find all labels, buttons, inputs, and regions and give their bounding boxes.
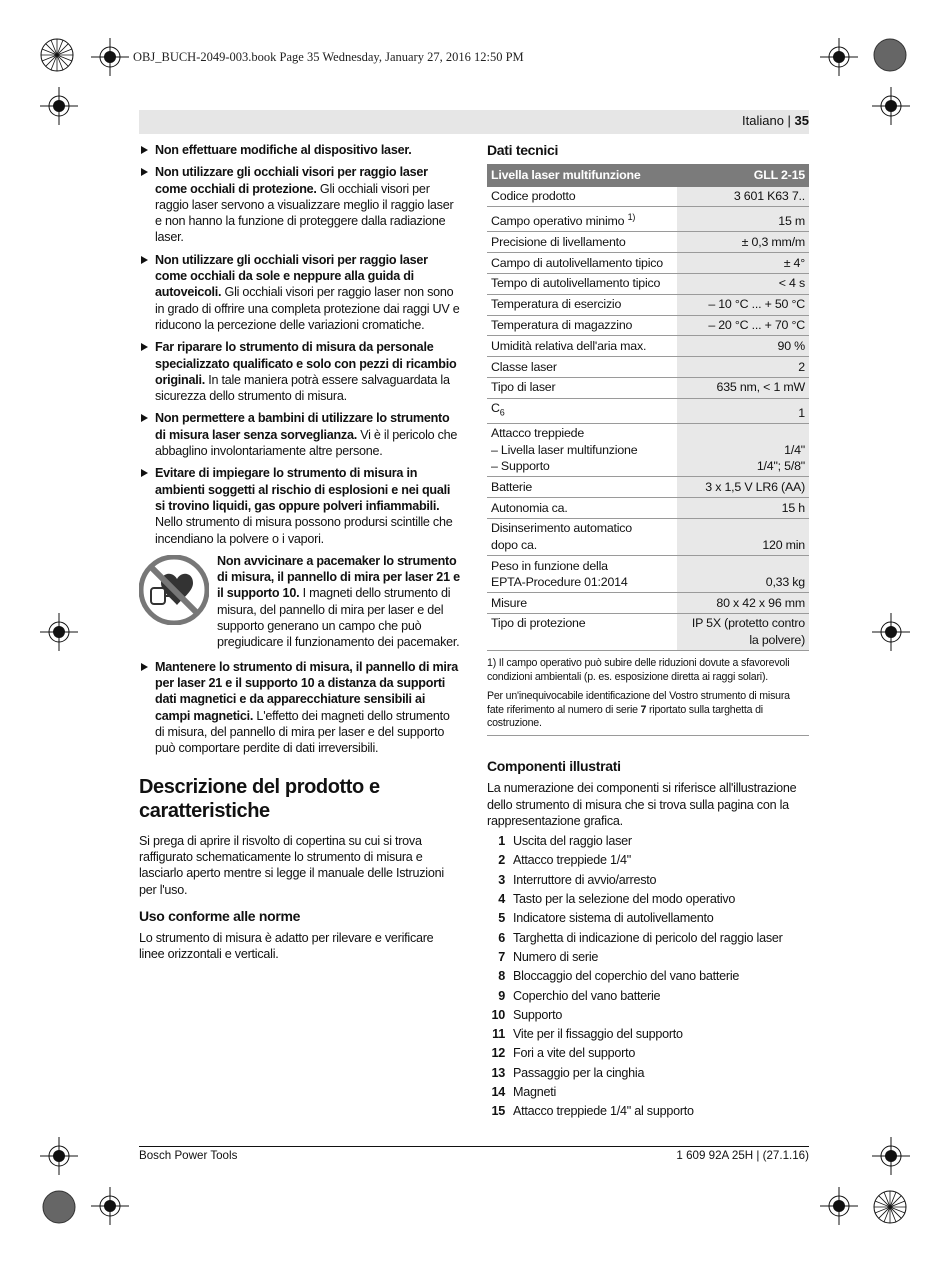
spec-value: < 4 s — [677, 273, 809, 294]
footer-code: 1 609 92A 25H | (27.1.16) — [676, 1149, 809, 1162]
component-text: Targhetta di indicazione di pericolo del raggio laser — [513, 930, 783, 945]
safety-bullet: Non utilizzare gli occhiali visori per raggio laser come occhiali di protezione. Gli occhiali visori per raggio laser servono a visualizzare meglio il raggio laser e non hanno la funzione di proteggere dalla radiazione laser. — [139, 164, 461, 245]
spec-label: Precisione di livellamento — [487, 232, 677, 253]
spec-row — [487, 273, 809, 294]
component-number: 14 — [491, 1085, 505, 1100]
use-paragraph: Lo strumento di misura è adatto per rilevare e verificare linee orizzontali e verticali. — [139, 931, 434, 962]
registration-mark-icon — [91, 1187, 129, 1225]
component-text: Interruttore di avvio/arresto — [513, 872, 657, 887]
component-number: 11 — [492, 1027, 505, 1042]
safety-bullet: Non permettere a bambini di utilizzare lo strumento di misura laser senza sorveglianza. Vi è il pericolo che abbaglino involontariamente altre persone. — [139, 410, 461, 459]
component-number: 4 — [498, 892, 505, 907]
safety-bullet: Non effettuare modifiche al dispositivo laser. — [139, 142, 461, 158]
spec-value: – 20 °C ... + 70 °C — [677, 315, 809, 336]
registration-mark-icon — [40, 613, 78, 651]
registration-mark-icon — [40, 1137, 78, 1175]
component-number: 3 — [498, 872, 505, 887]
component-text: Bloccaggio del coperchio del vano batterie — [513, 969, 740, 984]
safety-bullet: Non utilizzare gli occhiali visori per raggio laser come occhiali da sole e neppure alla guida di autoveicoli. Gli occhiali visori per raggio laser non sono in grado di offrire una completa protezione dai raggi UV e riducono la percezione delle variazioni cromatiche. — [139, 252, 461, 333]
component-text: Attacco treppiede 1/4" al supporto — [513, 1104, 694, 1119]
component-text: Coperchio del vano batterie — [513, 988, 661, 1003]
component-text: Attacco treppiede 1/4" — [513, 853, 631, 868]
spec-value: – 10 °C ... + 50 °C — [677, 294, 809, 315]
spec-label: Peso in funzione della EPTA-Procedure 01:2014 — [487, 556, 677, 593]
spec-row — [487, 294, 809, 315]
book-line: OBJ_BUCH-2049-003.book Page 35 Wednesday, January 27, 2016 12:50 PM — [133, 50, 524, 64]
spec-row — [487, 207, 809, 232]
component-text: Passaggio per la cinghia — [513, 1065, 645, 1080]
spec-row — [487, 593, 809, 614]
pacemaker-warning: Non avvicinare a pacemaker lo strumento di misura, il pannello di mira per laser 21 e il supporto 10. I magneti dello strumento di misura, del pannello di mira per laser e del supporto generano un campo che può pregiudicare il funzionamento dei pacemaker. — [139, 553, 461, 653]
spec-table — [487, 164, 809, 651]
no-pacemaker-icon — [139, 555, 209, 625]
component-item — [487, 1045, 809, 1061]
component-text: Fori a vite del supporto — [513, 1046, 636, 1061]
starburst-mark-icon — [40, 38, 74, 72]
component-item — [487, 872, 809, 888]
component-item — [487, 910, 809, 926]
use-title: Uso conforme alle norme — [139, 907, 301, 924]
section-paragraph: Si prega di aprire il risvolto di copertina su cui si trova raffigurato schematicamente lo strumento di misura e lasciarlo aperto mentre si legge il manuale delle Istruzioni per l'uso. — [139, 833, 444, 897]
component-number: 8 — [498, 969, 505, 984]
spec-value: 2 — [677, 357, 809, 378]
component-item — [487, 1084, 809, 1100]
spec-header-label: Livella laser multifunzione — [487, 164, 677, 186]
tech-data-title: Dati tecnici — [487, 142, 559, 158]
spec-value: 120 min — [677, 518, 809, 555]
spec-label: Autonomia ca. — [487, 498, 677, 519]
component-item — [487, 949, 809, 965]
component-text: Uscita del raggio laser — [513, 834, 632, 849]
spec-value: 80 x 42 x 96 mm — [677, 593, 809, 614]
spec-value: 15 h — [677, 498, 809, 519]
bullet-arrow-icon — [141, 256, 148, 264]
bullet-arrow-icon — [141, 146, 148, 154]
footer-rule — [139, 1146, 809, 1147]
spec-value: 0,33 kg — [677, 556, 809, 593]
spec-row — [487, 187, 809, 207]
spec-label: Umidità relativa dell'aria max. — [487, 336, 677, 357]
serial-note: Per un'inequivocabile identificazione del Vostro strumento di misura fate riferimento al numero di serie 7 riportato sulla targhetta di costruzione. — [487, 690, 809, 736]
spec-row — [487, 398, 809, 423]
component-item — [487, 1065, 809, 1081]
component-number: 15 — [491, 1104, 505, 1119]
spec-label: Disinserimento automatico dopo ca. — [487, 518, 677, 555]
components-intro: La numerazione dei componenti si riferisce all'illustrazione dello strumento di misura che si trova sulla pagina con la rappresentazione grafica. — [487, 781, 797, 828]
spec-value: 1/4" 1/4"; 5/8" — [677, 423, 809, 476]
spec-label: Tipo di protezione — [487, 613, 677, 650]
component-number: 6 — [498, 930, 505, 945]
spec-label: Misure — [487, 593, 677, 614]
safety-bullet: Evitare di impiegare lo strumento di misura in ambienti soggetti al rischio di esplosioni e nei quali si trovino liquidi, gas oppure polveri infiammabili. Nello strumento di misura possono prodursi scintille che incendiano la polvere o i vapori. — [139, 465, 461, 546]
component-number: 10 — [491, 1007, 505, 1022]
components-list — [487, 833, 809, 1119]
spec-value: 1 — [677, 398, 809, 423]
spec-row — [487, 423, 809, 476]
spec-row — [487, 477, 809, 498]
spec-value: 15 m — [677, 207, 809, 232]
spec-header-model: GLL 2-15 — [677, 164, 809, 186]
spec-row — [487, 518, 809, 555]
page-header — [742, 113, 809, 128]
component-number: 7 — [498, 949, 505, 964]
component-number: 5 — [498, 911, 505, 926]
component-item — [487, 1103, 809, 1119]
header-separator: | — [783, 113, 795, 128]
right-column — [487, 142, 809, 1123]
component-number: 9 — [498, 988, 505, 1003]
bullet-arrow-icon — [141, 168, 148, 176]
registration-mark-icon — [872, 87, 910, 125]
component-number: 2 — [498, 853, 505, 868]
spec-row — [487, 556, 809, 593]
gray-disc-mark-icon — [42, 1190, 76, 1224]
registration-mark-icon — [40, 87, 78, 125]
spec-value: ± 0,3 mm/m — [677, 232, 809, 253]
component-item — [487, 1007, 809, 1023]
spec-value: ± 4° — [677, 253, 809, 274]
spec-label: Temperatura di esercizio — [487, 294, 677, 315]
component-item — [487, 891, 809, 907]
spec-label: Attacco treppiede – Livella laser multifunzione – Supporto — [487, 423, 677, 476]
spec-row — [487, 336, 809, 357]
spec-value: 635 nm, < 1 mW — [677, 377, 809, 398]
registration-mark-icon — [91, 38, 129, 76]
header-language: Italiano — [742, 113, 784, 128]
spec-value: 3 x 1,5 V LR6 (AA) — [677, 477, 809, 498]
component-item — [487, 833, 809, 849]
spec-label: Campo di autolivellamento tipico — [487, 253, 677, 274]
spec-label: Tipo di laser — [487, 377, 677, 398]
component-text: Indicatore sistema di autolivellamento — [513, 911, 714, 926]
component-text: Vite per il fissaggio del supporto — [513, 1027, 683, 1042]
footnote-1: 1) Il campo operativo può subire delle riduzioni dovute a sfavorevoli condizioni ambientali (p. es. esposizione diretta ai raggi solari). — [487, 657, 790, 683]
spec-value: 3 601 K63 7.. — [677, 187, 809, 207]
component-item — [487, 930, 809, 946]
component-number: 13 — [491, 1065, 505, 1080]
spec-row — [487, 357, 809, 378]
component-item — [487, 1026, 809, 1042]
spec-table-header — [487, 164, 809, 186]
spec-label: Codice prodotto — [487, 187, 677, 207]
components-title: Componenti illustrati — [487, 757, 621, 774]
header-bar — [139, 110, 809, 134]
bullet-arrow-icon — [141, 414, 148, 422]
component-number: 12 — [491, 1046, 505, 1061]
bullet-arrow-icon — [141, 343, 148, 351]
safety-bullet: Far riparare lo strumento di misura da personale specializzato qualificato e solo con pezzi di ricambio originali. In tale maniera potrà essere salvaguardata la sicurezza dello strumento di misura. — [139, 339, 461, 404]
spec-value: IP 5X (protetto contro la polvere) — [677, 613, 809, 650]
safety-bullet: Mantenere lo strumento di misura, il pannello di mira per laser 21 e il supporto 10 a distanza da supporti dati magnetici e da apparecchiature sensibili ai campi magnetici. L'effetto dei magneti dello strumento di misura, del pannello di mira per laser e del supporto può comportare perdite di dati irreversibili. — [139, 659, 461, 757]
bullet-arrow-icon — [141, 663, 148, 671]
spec-row — [487, 315, 809, 336]
spec-label: Tempo di autolivellamento tipico — [487, 273, 677, 294]
page-number: 35 — [794, 113, 809, 128]
spec-row — [487, 613, 809, 650]
component-item — [487, 968, 809, 984]
component-text: Supporto — [513, 1007, 563, 1022]
component-item — [487, 852, 809, 868]
spec-row — [487, 498, 809, 519]
component-text: Magneti — [513, 1085, 557, 1100]
spec-value: 90 % — [677, 336, 809, 357]
starburst-mark-icon — [873, 1190, 907, 1224]
component-number: 1 — [498, 834, 505, 849]
component-text: Tasto per la selezione del modo operativo — [513, 892, 736, 907]
component-text: Numero di serie — [513, 949, 599, 964]
left-column — [139, 142, 461, 971]
spec-label: Batterie — [487, 477, 677, 498]
registration-mark-icon — [872, 1137, 910, 1175]
registration-mark-icon — [820, 1187, 858, 1225]
registration-mark-icon — [820, 38, 858, 76]
registration-mark-icon — [872, 613, 910, 651]
spec-row — [487, 377, 809, 398]
gray-disc-mark-icon — [873, 38, 907, 72]
spec-label: Classe laser — [487, 357, 677, 378]
spec-label: Campo operativo minimo $^{1)}$ — [487, 207, 677, 232]
spec-row — [487, 253, 809, 274]
spec-label: $C_6$ — [487, 398, 677, 423]
section-title: Descrizione del prodotto e caratteristiche — [139, 775, 380, 822]
component-item — [487, 988, 809, 1004]
spec-row — [487, 232, 809, 253]
bullet-arrow-icon — [141, 469, 148, 477]
spec-label: Temperatura di magazzino — [487, 315, 677, 336]
footer-brand: Bosch Power Tools — [139, 1149, 238, 1162]
